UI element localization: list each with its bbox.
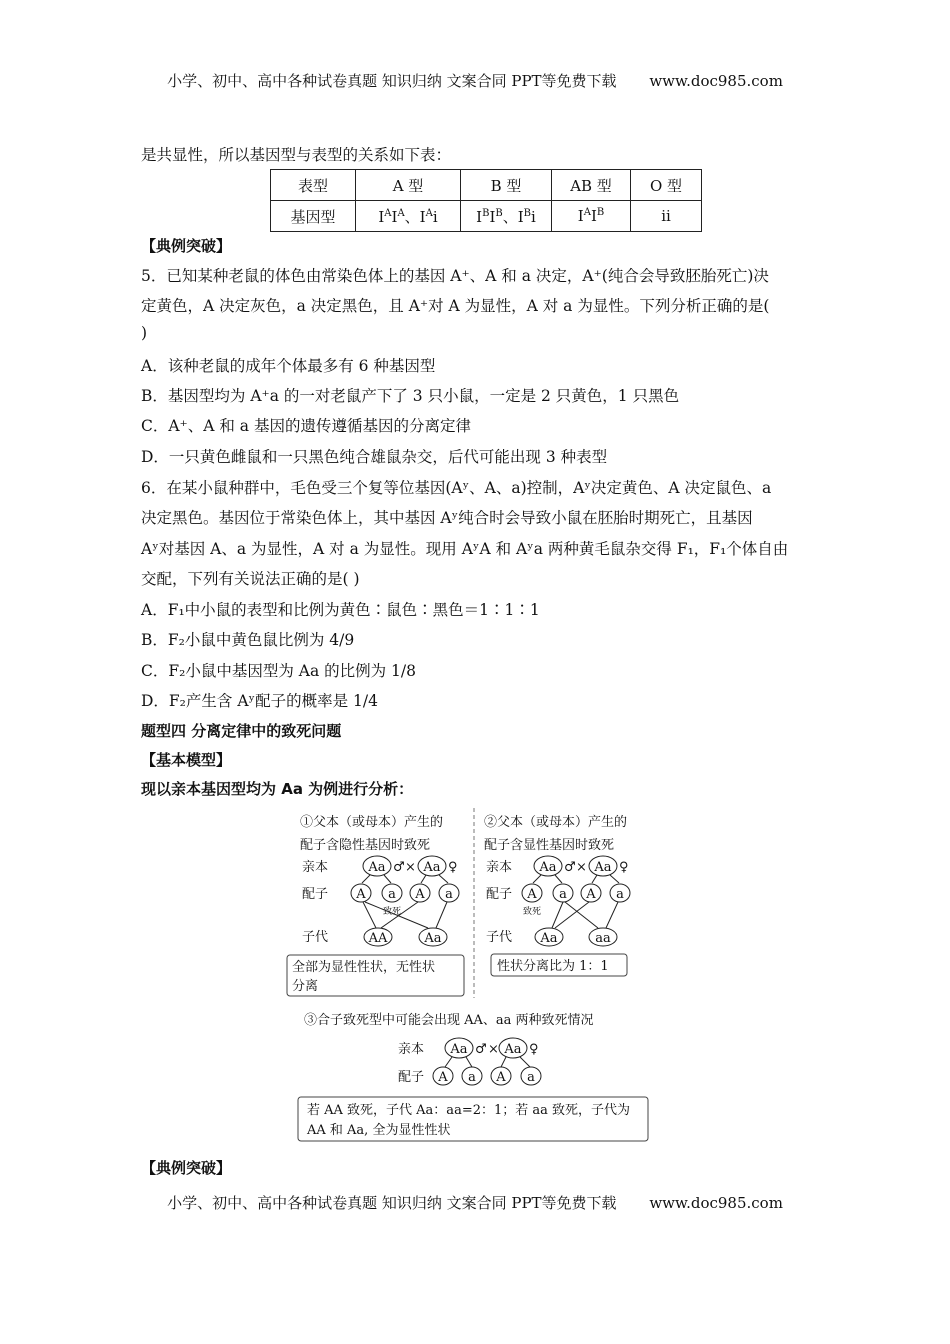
intro-text: 是共显性，所以基因型与表型的关系如下表： [141,146,452,164]
p2-parent-2: Aa [594,860,612,875]
q6-option-d: D．F₂产生含 Aʸ配子的概率是 1/4 [141,692,378,710]
p2-lethal-label: 致死 [522,907,542,917]
p2-offspring-2: aa [595,931,611,946]
female-symbol: ♀ [448,860,458,875]
p2-gamete-4: a [616,887,624,902]
q5-option-b: B．基因型均为 A⁺a 的一对老鼠产下了 3 只小鼠，一定是 2 只黄色，1 只黑色 [141,387,680,405]
p2-title-1: ②父本（或母本）产生的 [484,815,628,830]
q5-option-d: D．一只黄色雌鼠和一只黑色纯合雄鼠杂交，后代可能出现 3 种表型 [141,448,608,466]
p2-gamete-3: A [586,887,596,902]
male-symbol: ♂ [564,860,576,875]
male-symbol: ♂ [393,860,405,875]
p1-gamete-label: 配子 [302,887,329,902]
p3-parent-label: 亲本 [398,1042,425,1057]
male-symbol: ♂ [475,1042,487,1057]
p2-result: 性状分离比为 1：1 [497,959,609,974]
section-title: 题型四 分离定律中的致死问题 [141,722,342,740]
p1-offspring-label: 子代 [302,930,329,945]
q5-option-c: C．A⁺、A 和 a 基因的遗传遵循基因的分离定律 [141,417,471,435]
cross-symbol: × [488,1042,499,1057]
q6-option-a: A．F₁中小鼠的表型和比例为黄色∶鼠色∶黑色＝1∶1∶1 [141,601,540,619]
q6-number: 6． [141,479,167,497]
p1-parent-2: Aa [423,860,441,875]
table-header-cell: A 型 [356,170,461,201]
cross-symbol: × [405,860,416,875]
p3-gamete-2: a [468,1070,476,1085]
footer-site[interactable]: www.doc985.com [649,1194,783,1212]
p2-gamete-2: a [559,887,567,902]
model-heading: 【基本模型】 [141,751,232,769]
p3-title: ③合子致死型中可能会出现 AA、aa 两种致死情况 [304,1013,594,1028]
section-heading-2: 【典例突破】 [141,1159,232,1177]
q5-stem-1: 已知某种老鼠的体色由常染色体上的基因 A⁺、A 和 a 决定，A⁺(纯合会导致胚胎死亡)决 [166,267,769,285]
q5-line2: 定黄色，A 决定灰色，a 决定黑色，且 A⁺对 A 为显性，A 对 a 为显性。下列分析正确的是( [141,297,770,315]
p1-arrows [362,875,448,928]
p1-gamete-1: A [356,887,366,902]
cross-symbol: × [576,860,587,875]
header-site[interactable]: www.doc985.com [649,72,783,90]
table-row-label: 基因型 [271,201,356,232]
table-header-cell: B 型 [461,170,552,201]
p1-gamete-4: a [445,887,453,902]
table-cell-a: $I^AI^A$、$I^Ai$ [356,201,461,232]
female-symbol: ♀ [529,1042,539,1057]
p1-gamete-3: A [415,887,425,902]
table-cell-o: ii [631,201,702,232]
footer-text: 小学、初中、高中各种试卷真题 知识归纳 文案合同 PPT等免费下载 [167,1194,617,1212]
table-header-cell: O 型 [631,170,702,201]
p3-gamete-4: a [527,1070,535,1085]
p1-title-2: 配子含隐性基因时致死 [300,838,431,853]
p3-gamete-label: 配子 [398,1070,425,1085]
p3-parent-1: Aa [450,1042,468,1057]
p2-offspring-1: Aa [540,931,558,946]
q5-number: 5． [141,267,167,285]
p1-offspring-2: Aa [424,931,442,946]
table-header-cell: AB 型 [552,170,631,201]
p1-offspring-1: AA [368,931,388,946]
p2-offspring-label: 子代 [486,930,513,945]
p1-result-1: 全部为显性性状，无性状 [292,960,436,975]
female-symbol: ♀ [619,860,629,875]
p3-result-2: AA 和 Aa, 全为显性性状 [307,1123,451,1138]
table-header-cell: 表型 [271,170,356,201]
p3-gamete-1: A [438,1070,448,1085]
q6-option-c: C．F₂小鼠中基因型为 Aa 的比例为 1/8 [141,662,416,680]
q6-line4: 交配，下列有关说法正确的是( ) [141,570,360,588]
section-heading: 【典例突破】 [141,237,232,255]
p1-parent-1: Aa [368,860,386,875]
p3-gamete-3: A [496,1070,506,1085]
q6-line3: Aʸ对基因 A、a 为显性，A 对 a 为显性。现用 AʸA 和 Aʸa 两种黄毛鼠杂交得 F₁，F₁个体自由 [141,540,789,558]
p2-title-2: 配子含显性基因时致死 [484,838,615,853]
q5-line3: ) [141,324,148,342]
p1-gamete-2: a [388,887,396,902]
p3-result-1: 若 AA 致死，子代 Aa：aa=2：1；若 aa 致死，子代为 [307,1103,631,1118]
model-intro: 现以亲本基因型均为 Aa 为例进行分析： [141,780,414,798]
p2-arrows [533,875,619,928]
table-cell-ab: $I^AI^B$ [552,201,631,232]
p1-title-1: ①父本（或母本）产生的 [300,815,444,830]
q6-stem-1: 在某小鼠种群中，毛色受三个复等位基因(Aʸ、A、a)控制，Aʸ决定黄色、A 决定鼠色、a [166,479,772,497]
p2-parent-1: Aa [539,860,557,875]
q6-option-b: B．F₂小鼠中黄色鼠比例为 4/9 [141,631,355,649]
q5-option-a: A．该种老鼠的成年个体最多有 6 种基因型 [141,357,436,375]
table-cell-b: $I^BI^B$、$I^Bi$ [461,201,552,232]
p1-lethal-label: 致死 [382,907,402,917]
p1-result-2: 分离 [292,979,319,994]
page-footer [0,1192,950,1213]
p1-parent-label: 亲本 [302,860,329,875]
p2-gamete-label: 配子 [486,887,513,902]
p2-parent-label: 亲本 [486,860,513,875]
q6-line2: 决定黑色。基因位于常染色体上，其中基因 Aʸ纯合时会导致小鼠在胚胎时期死亡，且基因 [141,509,753,527]
header-text: 小学、初中、高中各种试卷真题 知识归纳 文案合同 PPT等免费下载 [167,72,617,90]
p3-arrows [445,1057,530,1067]
p3-parent-2: Aa [504,1042,522,1057]
p2-gamete-1: A [527,887,537,902]
